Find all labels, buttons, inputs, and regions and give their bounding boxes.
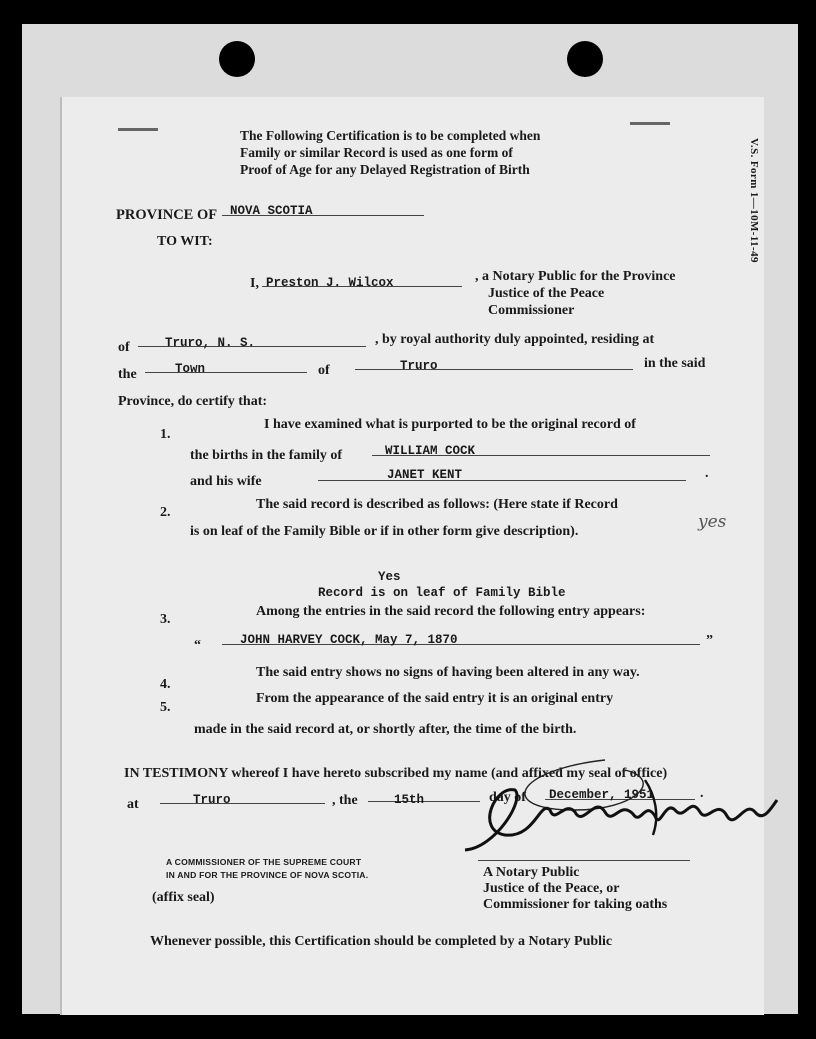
of2-label: of: [318, 363, 330, 378]
the-label: the: [118, 367, 137, 382]
testimony-the-label: , the: [332, 793, 358, 808]
item-1-line-1: I have examined what is purported to be the original record of: [264, 417, 636, 432]
declarant-name[interactable]: Preston J. Wilcox: [266, 276, 394, 290]
declarant-role-3: Commissioner: [488, 303, 575, 318]
item-4-text: The said entry shows no signs of having been altered in any way.: [256, 665, 640, 680]
signature-line: [478, 860, 690, 861]
declarant-prefix: I,: [250, 276, 259, 291]
mother-line: [318, 480, 686, 481]
affix-seal-label: (affix seal): [152, 890, 215, 905]
declarant-role-2: Justice of the Peace: [488, 286, 605, 301]
testimony-text: IN TESTIMONY whereof I have hereto subscribed my name (and affixed my seal of office): [124, 766, 668, 781]
declarant-role-1: , a Notary Public for the Province: [475, 269, 676, 284]
stamp-line-1: A COMMISSIONER OF THE SUPREME COURT: [166, 857, 362, 867]
mother-name[interactable]: JANET KENT: [387, 468, 463, 482]
clip-mark-left: [118, 128, 158, 131]
item-1-number: 1.: [160, 427, 171, 442]
item-5-line-2: made in the said record at, or shortly after, the time of the birth.: [194, 722, 577, 737]
signature-role-1: A Notary Public: [483, 865, 580, 880]
province-value[interactable]: NOVA SCOTIA: [230, 204, 313, 218]
item-2-number: 2.: [160, 505, 171, 520]
form-number: V.S. Form 1—10M-11-49: [748, 138, 760, 263]
item-3-text: Among the entries in the said record the following entry appears:: [256, 604, 646, 619]
item-2-line-1: The said record is described as follows: (Here state if Record: [256, 497, 618, 512]
item-1-period: .: [705, 466, 709, 481]
appointed-text: , by royal authority duly appointed, residing at: [375, 332, 655, 347]
father-name[interactable]: WILLIAM COCK: [385, 444, 476, 458]
signature-role-2: Justice of the Peace, or: [483, 881, 620, 896]
commissioner-stamp: [166, 856, 368, 882]
open-quote: “: [194, 638, 201, 653]
of-label: of: [118, 340, 130, 355]
clip-mark-right: [630, 122, 670, 125]
testimony-period: .: [700, 786, 704, 801]
wife-label: and his wife: [190, 474, 262, 489]
province-label: PROVINCE OF: [116, 207, 218, 223]
item-3-number: 3.: [160, 612, 171, 627]
testimony-at-label: at: [127, 797, 139, 812]
testimony-day-of: day of: [489, 790, 526, 805]
signature: [455, 740, 785, 865]
in-said-text: in the said: [644, 356, 706, 371]
to-wit-label: TO WIT:: [157, 234, 213, 249]
item-2-line-2: is on leaf of the Family Bible or if in other form give description).: [190, 524, 579, 539]
birth-entry[interactable]: JOHN HARVEY COCK, May 7, 1870: [240, 633, 458, 647]
testimony-place[interactable]: Truro: [193, 793, 231, 807]
province-certify: Province, do certify that:: [118, 394, 268, 409]
header-line-2: Family or similar Record is used as one form of: [240, 145, 513, 160]
item-1-line-2: the births in the family of: [190, 448, 343, 463]
place-value[interactable]: Truro: [400, 359, 438, 373]
header-line-1: The Following Certification is to be completed when: [240, 128, 541, 143]
of-value[interactable]: Truro, N. S.: [165, 336, 256, 350]
testimony-day[interactable]: 15th: [394, 793, 425, 807]
testimony-month-year[interactable]: December, 1951: [549, 788, 655, 802]
handwritten-note: yes: [698, 512, 727, 532]
item-5-line-1: From the appearance of the said entry it is an original entry: [256, 691, 614, 706]
signature-role-3: Commissioner for taking oaths: [483, 897, 668, 912]
form-header: [240, 127, 540, 178]
record-answer-1[interactable]: Yes: [378, 570, 401, 584]
place-line: [355, 369, 633, 370]
close-quote: ”: [706, 633, 713, 648]
item-5-number: 5.: [160, 700, 171, 715]
town-value[interactable]: Town: [175, 362, 206, 376]
footer-note: Whenever possible, this Certification should be completed by a Notary Public: [150, 934, 613, 949]
testimony-place-line: [160, 803, 325, 804]
record-answer-2[interactable]: Record is on leaf of Family Bible: [318, 586, 566, 600]
town-line: [145, 372, 307, 373]
stamp-line-2: IN AND FOR THE PROVINCE OF NOVA SCOTIA.: [166, 870, 369, 880]
item-4-number: 4.: [160, 677, 171, 692]
header-line-3: Proof of Age for any Delayed Registration of Birth: [240, 162, 530, 177]
